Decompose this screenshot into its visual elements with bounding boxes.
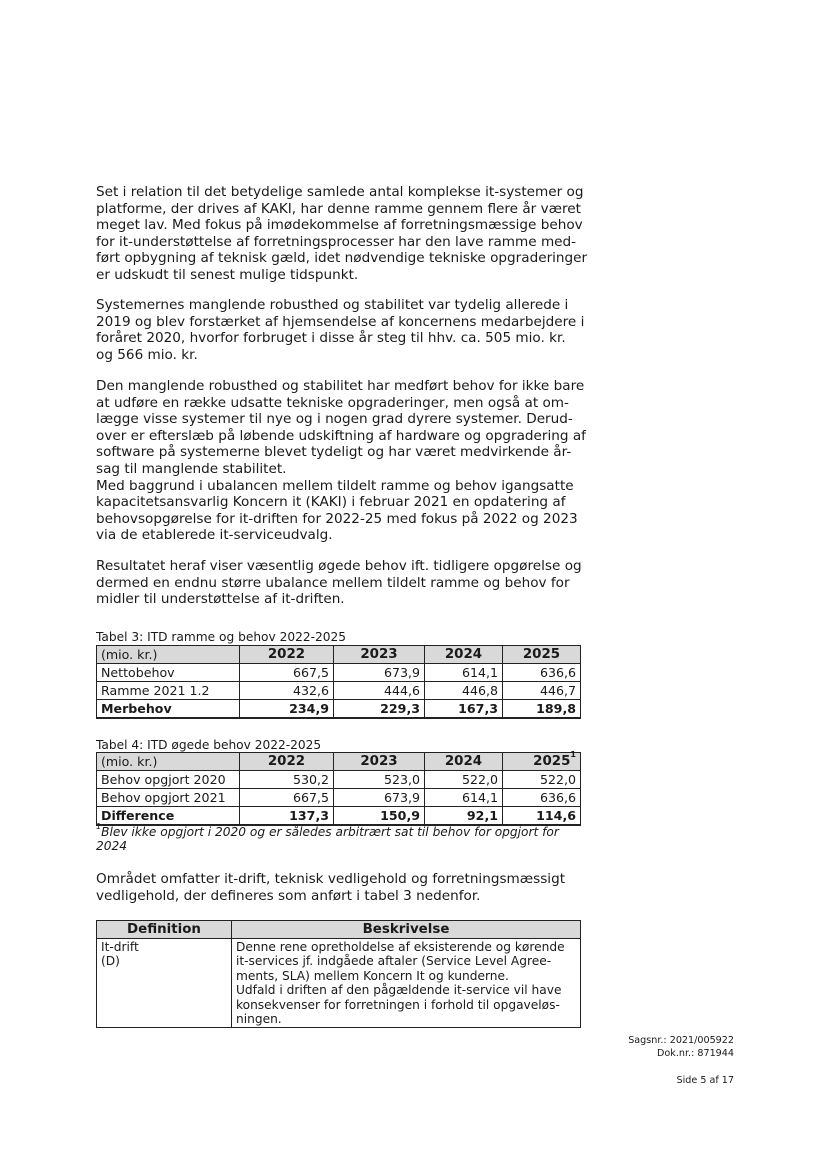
paragraph-behov xyxy=(96,378,586,544)
table-cell: 167,3 xyxy=(425,700,503,719)
table-cell: 614,1 xyxy=(425,789,503,807)
header-cell: 2024 xyxy=(425,753,503,771)
text-line: vedligehold, der defineres som anført i tabel 3 nedenfor. xyxy=(96,887,481,904)
header-cell: 2024 xyxy=(425,646,503,664)
description-line: konsekvenser for forretningen i forhold til opgaveløs- xyxy=(236,997,560,1012)
text-line: foråret 2020, hvorfor forbruget i disse år steg til hhv. ca. 505 mio. kr. xyxy=(96,330,566,347)
header-year: 2025 xyxy=(533,753,571,769)
table-row xyxy=(97,789,581,807)
header-cell xyxy=(503,750,581,771)
header-cell: 2022 xyxy=(240,646,334,664)
table-cell: 522,0 xyxy=(425,771,503,789)
text-line: platforme, der drives af KAKI, har denne ramme gennem flere år været xyxy=(96,200,581,217)
definition-cell xyxy=(97,939,232,1028)
table-cell: 446,8 xyxy=(425,682,503,700)
text-line: 2019 og blev forstærket af hjemsendelse af koncernens medarbejdere i xyxy=(96,313,585,330)
header-cell: (mio. kr.) xyxy=(97,753,240,771)
header-cell: 2025 xyxy=(503,646,581,664)
text-line: software på systemerne blevet tydeligt og har været medvirkende år- xyxy=(96,444,572,461)
text-line: ført opbygning af teknisk gæld, idet nødvendige tekniske opgraderinger xyxy=(96,250,588,267)
document-number: Dok.nr.: 871944 xyxy=(657,1048,734,1059)
footnote-marker: 1 xyxy=(96,821,102,831)
table-header-row xyxy=(97,646,581,664)
definition-line: (D) xyxy=(101,954,120,969)
text-line: at udføre en række udsatte tekniske opgraderinger, men også at om- xyxy=(96,394,569,411)
table-row xyxy=(97,939,581,1028)
table-cell: 92,1 xyxy=(425,807,503,826)
text-line: lægge visse systemer til nye og i nogen grad dyrere systemer. Derud- xyxy=(96,411,573,428)
description-cell xyxy=(232,939,581,1028)
text-line: behovsopgørelse for it-driften for 2022-25 med fokus på 2022 og 2023 xyxy=(96,510,578,527)
text-line: over er efterslæb på løbende udskiftning af hardware og opgradering af xyxy=(96,427,586,444)
table-cell: 444,6 xyxy=(334,682,425,700)
definition-table xyxy=(96,920,581,1028)
footnote-line xyxy=(96,821,576,839)
table4 xyxy=(96,752,581,826)
text-line: for it-understøttelse af forretningsprocesser har den lave ramme med- xyxy=(96,233,577,250)
footnote-text: Blev ikke opgjort i 2020 og er således arbitrært sat til behov for opgjort for xyxy=(101,825,559,839)
table-cell: 137,3 xyxy=(240,807,334,826)
definition-line: It-drift xyxy=(101,940,139,954)
table-row xyxy=(97,682,581,700)
description-line: it-services jf. indgåede aftaler (Service Level Agree- xyxy=(236,954,552,969)
footnote-marker: 1 xyxy=(570,750,576,760)
text-line: kapacitetsansvarlig Koncern it (KAKI) i februar 2021 en opdatering af xyxy=(96,494,566,511)
header-cell: 2023 xyxy=(334,753,425,771)
table-cell: 667,5 xyxy=(240,789,334,807)
table-cell: 673,9 xyxy=(334,664,425,682)
paragraph-ramme xyxy=(96,184,586,284)
row-label: Ramme 2021 1.2 xyxy=(97,682,240,700)
table-cell: 673,9 xyxy=(334,789,425,807)
table-cell: 614,1 xyxy=(425,664,503,682)
table-header-row xyxy=(97,921,581,939)
table3 xyxy=(96,645,581,719)
header-cell: (mio. kr.) xyxy=(97,646,240,664)
page-number: Side 5 af 17 xyxy=(676,1075,734,1086)
table-total-row xyxy=(97,700,581,719)
table-cell: 530,2 xyxy=(240,771,334,789)
table-cell: 446,7 xyxy=(503,682,581,700)
table-total-row xyxy=(97,807,581,826)
case-number: Sagsnr.: 2021/005922 xyxy=(628,1035,734,1046)
row-label: Difference xyxy=(97,807,240,826)
table-cell: 667,5 xyxy=(240,664,334,682)
table-header-row xyxy=(97,753,581,771)
table3-caption: Tabel 3: ITD ramme og behov 2022-2025 xyxy=(96,630,347,644)
text-line: dermed en endnu større ubalance mellem tildelt ramme og behov for xyxy=(96,574,570,591)
table-row xyxy=(97,664,581,682)
row-label: Behov opgjort 2020 xyxy=(97,771,240,789)
text-line: midler til understøttelse af it-driften. xyxy=(96,591,345,608)
table-cell: 114,6 xyxy=(503,807,581,826)
description-line: ments, SLA) mellem Koncern It og kunderne. xyxy=(236,968,509,983)
row-label: Behov opgjort 2021 xyxy=(97,789,240,807)
table-row xyxy=(97,771,581,789)
text-line: Området omfatter it-drift, teknisk vedligehold og forretningsmæssigt xyxy=(96,871,566,887)
paragraph-robusthed xyxy=(96,297,586,363)
table4-caption: Tabel 4: ITD øgede behov 2022-2025 xyxy=(96,738,322,752)
table-cell: 523,0 xyxy=(334,771,425,789)
text-line: Med baggrund i ubalancen mellem tildelt ramme og behov igangsatte xyxy=(96,477,574,494)
row-label: Nettobehov xyxy=(97,664,240,682)
text-line: via de etablerede it-serviceudvalg. xyxy=(96,527,333,544)
paragraph-resultat xyxy=(96,558,586,608)
text-line: Den manglende robusthed og stabilitet har medført behov for ikke bare xyxy=(96,378,585,394)
header-cell: Beskrivelse xyxy=(232,921,581,939)
text-line: Systemernes manglende robusthed og stabilitet var tydelig allerede i xyxy=(96,297,569,313)
text-line: meget lav. Med fokus på imødekommelse af forretningsmæssige behov xyxy=(96,217,583,234)
table-cell: 229,3 xyxy=(334,700,425,719)
table-cell: 522,0 xyxy=(503,771,581,789)
header-cell: 2023 xyxy=(334,646,425,664)
table-cell: 636,6 xyxy=(503,664,581,682)
header-cell: Definition xyxy=(97,921,232,939)
footnote-line: 2024 xyxy=(96,839,128,853)
table-cell: 189,8 xyxy=(503,700,581,719)
header-cell: 2022 xyxy=(240,753,334,771)
text-line: og 566 mio. kr. xyxy=(96,346,198,363)
table-cell: 636,6 xyxy=(503,789,581,807)
description-line: Denne rene opretholdelse af eksisterende og kørende xyxy=(236,940,565,954)
table-cell: 234,9 xyxy=(240,700,334,719)
description-line: Udfald i driften af den pågældende it-service vil have xyxy=(236,983,562,998)
table4-footnote xyxy=(96,821,576,853)
paragraph-omraadet xyxy=(96,871,586,904)
text-line: sag til manglende stabilitet. xyxy=(96,460,287,477)
description-line: ningen. xyxy=(236,1012,282,1027)
text-line: Set i relation til det betydelige samlede antal komplekse it-systemer og xyxy=(96,184,584,200)
table-cell: 150,9 xyxy=(334,807,425,826)
row-label: Merbehov xyxy=(97,700,240,719)
text-line: Resultatet heraf viser væsentlig øgede behov ift. tidligere opgørelse og xyxy=(96,558,582,574)
text-line: er udskudt til senest mulige tidspunkt. xyxy=(96,266,359,283)
table-cell: 432,6 xyxy=(240,682,334,700)
